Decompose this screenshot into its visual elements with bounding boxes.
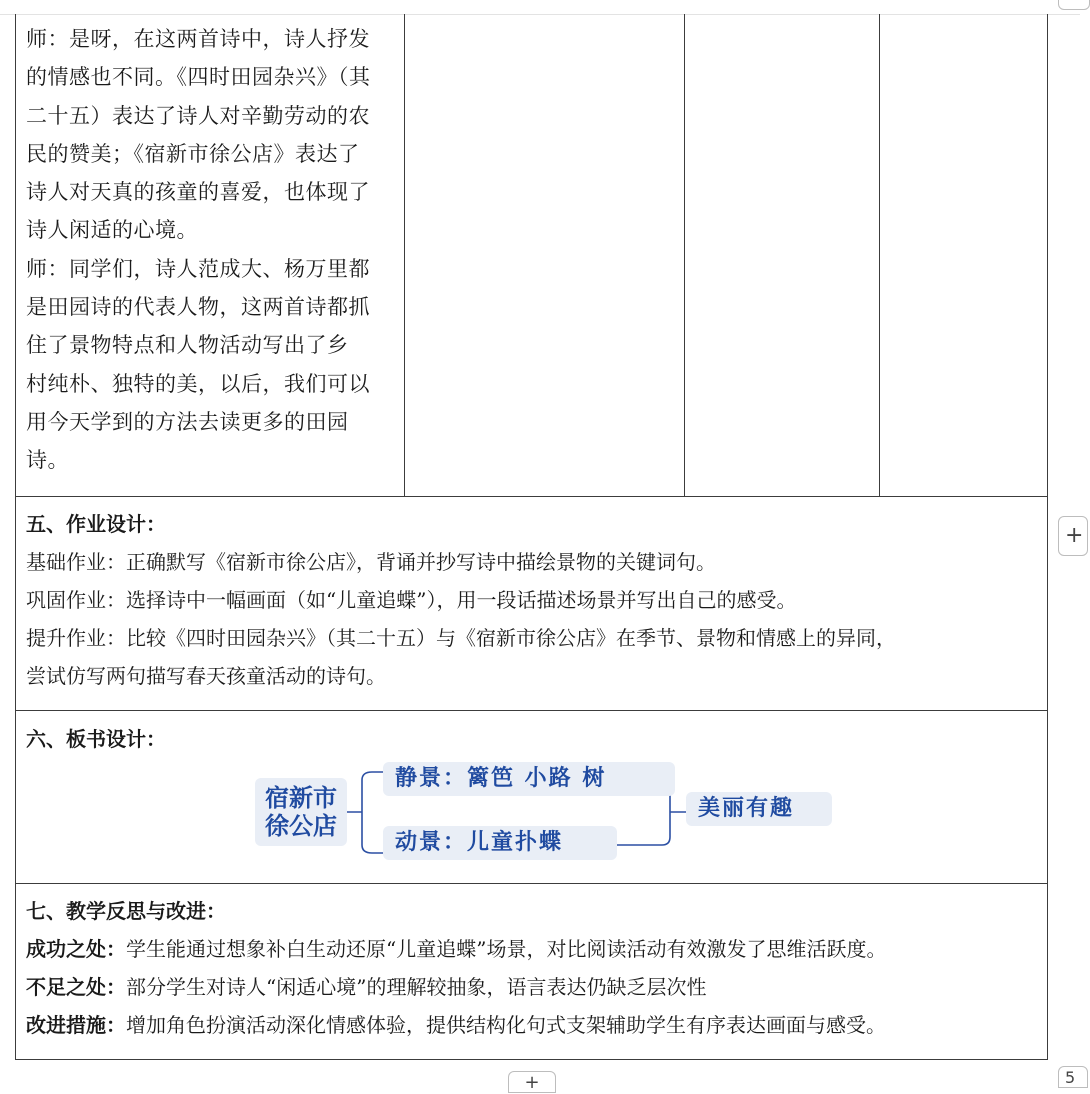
text-line: 诗。	[26, 448, 69, 473]
root-line-1: 宿新市	[265, 784, 337, 812]
mind-map-static-scene: 静景：篱笆 小路 树	[383, 762, 675, 796]
connector-root-branch	[347, 772, 383, 853]
homework-basic: 基础作业：正确默写《宿新市徐公店》，背诵并抄写诗中描绘景物的关键词句。	[26, 550, 716, 574]
mind-map-root-node	[255, 778, 347, 846]
homework-advanced-cont: 尝试仿写两句描写春天孩童活动的诗句。	[26, 664, 386, 688]
text-line: 用今天学到的方法去读更多的田园	[26, 409, 349, 434]
add-row-button[interactable]: +	[508, 1071, 556, 1093]
add-column-button[interactable]: +	[1058, 516, 1088, 556]
reflection-shortcoming-text: 部分学生对诗人“闲适心境”的理解较抽象，语言表达仍缺乏层次性	[126, 975, 707, 999]
board-title: 六、板书设计：	[26, 727, 166, 751]
text-line: 的情感也不同。《四时田园杂兴》（其	[26, 65, 371, 90]
reflection-success	[26, 930, 886, 968]
reflection-improvement-text: 增加角色扮演活动深化情感体验，提供结构化句式支架辅助学生有序表达画面与感受。	[126, 1013, 886, 1037]
reflection-improvement	[26, 1006, 886, 1044]
reflection-improvement-label: 改进措施：	[26, 1013, 126, 1037]
text-line: 诗人对天真的孩童的喜爱，也体现了	[26, 180, 370, 205]
text-line: 民的赞美；《宿新市徐公店》表达了	[26, 141, 360, 166]
root-line-2: 徐公店	[265, 812, 337, 840]
text-line: 诗人闲适的心境。	[26, 218, 198, 243]
page-number-tab: 5	[1058, 1066, 1088, 1088]
text-line: 二十五）表达了诗人对辛勤劳动的农	[26, 103, 370, 128]
reflection-shortcoming-label: 不足之处：	[26, 975, 126, 999]
text-line: 村纯朴、独特的美，以后，我们可以	[26, 371, 370, 396]
reflection-success-text: 学生能通过想象补白生动还原“儿童追蝶”场景，对比阅读活动有效激发了思维活跃度。	[126, 937, 887, 961]
mind-map-result-node: 美丽有趣	[686, 792, 832, 826]
homework-advanced: 提升作业：比较《四时田园杂兴》（其二十五）与《宿新市徐公店》在季节、景物和情感上的异同，	[26, 626, 896, 650]
reflection-section	[26, 892, 886, 1044]
reflection-title: 七、教学反思与改进：	[26, 899, 226, 923]
text-line: 是田园诗的代表人物，这两首诗都抓	[26, 295, 370, 320]
mind-map-dynamic-scene: 动景：儿童扑蝶	[383, 826, 617, 860]
text-line: 师：是呀，在这两首诗中，诗人抒发	[26, 27, 370, 51]
reflection-shortcoming	[26, 968, 886, 1006]
text-line: 住了景物特点和人物活动写出了乡	[26, 333, 349, 358]
text-line: 师：同学们，诗人范成大、杨万里都	[26, 256, 370, 281]
homework-consolidate: 巩固作业：选择诗中一幅画面（如“儿童追蝶”），用一段话描述场景并写出自己的感受。	[26, 588, 797, 612]
reflection-success-label: 成功之处：	[26, 937, 126, 961]
homework-title: 五、作业设计：	[26, 512, 166, 536]
